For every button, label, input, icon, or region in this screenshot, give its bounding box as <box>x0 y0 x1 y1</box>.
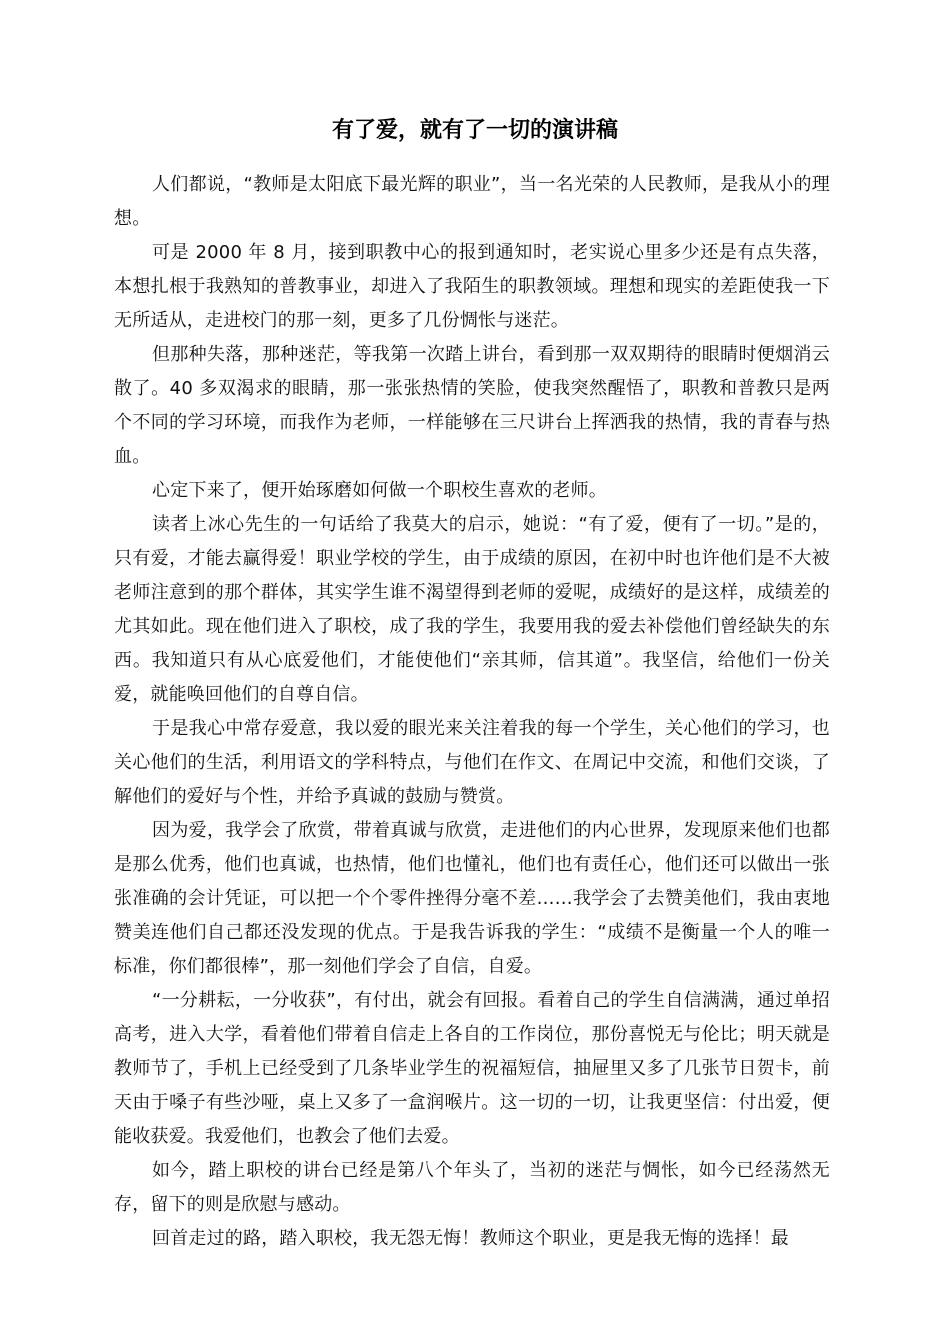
paragraph: 但那种失落，那种迷茫，等我第一次踏上讲台，看到那一双双期待的眼睛时便烟消云散了。40 多双渴求的眼睛，那一张张热情的笑脸，使我突然醒悟了，职教和普教只是两个不同的学习环境，而我作为老师，一样能够在三尺讲台上挥洒我的热情，我的青春与热血。 <box>114 344 830 467</box>
paragraph: 如今，踏上职校的讲台已经是第八个年头了，当初的迷茫与惆怅，如今已经荡然无存，留下的则是欣慰与感动。 <box>114 1160 830 1215</box>
paragraph: 读者上冰心先生的一句话给了我莫大的启示，她说：“有了爱，便有了一切。”是的，只有爱，才能去赢得爱！职业学校的学生，由于成绩的原因，在初中时也许他们是不大被老师注意到的那个群体，其实学生谁不渴望得到老师的爱呢，成绩好的是这样，成绩差的尤其如此。现在他们进入了职校，成了我的学生，我要用我的爱去补偿他们曾经缺失的东西。我知道只有从心底爱他们，才能使他们“亲其师，信其道”。我坚信，给他们一份关爱，就能唤回他们的自尊自信。 <box>114 514 830 705</box>
paragraph: “一分耕耘，一分收获”，有付出，就会有回报。看着自己的学生自信满满，通过单招高考，进入大学，看着他们带着自信走上各自的工作岗位，那份喜悦无与伦比；明天就是教师节了，手机上已经受到了几条毕业学生的祝福短信，抽屉里又多了几张节日贺卡，前天由于嗓子有些沙哑，桌上又多了一盒润喉片。这一切的一切，让我更坚信：付出爱，便能收获爱。我爱他们，也教会了他们去爱。 <box>114 990 830 1147</box>
paragraph: 人们都说，“教师是太阳底下最光辉的职业”，当一名光荣的人民教师，是我从小的理想。 <box>114 174 830 229</box>
paragraph: 回首走过的路，踏入职校，我无怨无悔！教师这个职业，更是我无悔的选择！最 <box>152 1228 789 1249</box>
document-body <box>114 168 830 1256</box>
paragraph: 因为爱，我学会了欣赏，带着真诚与欣赏，走进他们的内心世界，发现原来他们也都是那么优秀，他们也真诚，也热情，他们也懂礼，他们也有责任心，他们还可以做出一张张准确的会计凭证，可以把一个个零件挫得分毫不差……我学会了去赞美他们，我由衷地赞美连他们自己都还没发现的优点。于是我告诉我的学生：“成绩不是衡量一个人的唯一标准，你们都很棒”，那一刻他们学会了自信，自爱。 <box>114 820 830 977</box>
document-title: 有了爱，就有了一切的演讲稿 <box>331 118 618 143</box>
paragraph: 于是我心中常存爱意，我以爱的眼光来关注着我的每一个学生，关心他们的学习，也关心他们的生活，利用语文的学科特点，与他们在作文、在周记中交流，和他们交谈，了解他们的爱好与个性，并给予真诚的鼓励与赞赏。 <box>114 718 830 807</box>
paragraph: 可是 2000 年 8 月，接到职教中心的报到通知时，老实说心里多少还是有点失落，本想扎根于我熟知的普教事业，却进入了我陌生的职教领域。理想和现实的差距使我一下无所适从，走进校门的那一刻，更多了几份惆怅与迷茫。 <box>114 242 830 331</box>
paragraph: 心定下来了，便开始琢磨如何做一个职校生喜欢的老师。 <box>152 480 607 501</box>
